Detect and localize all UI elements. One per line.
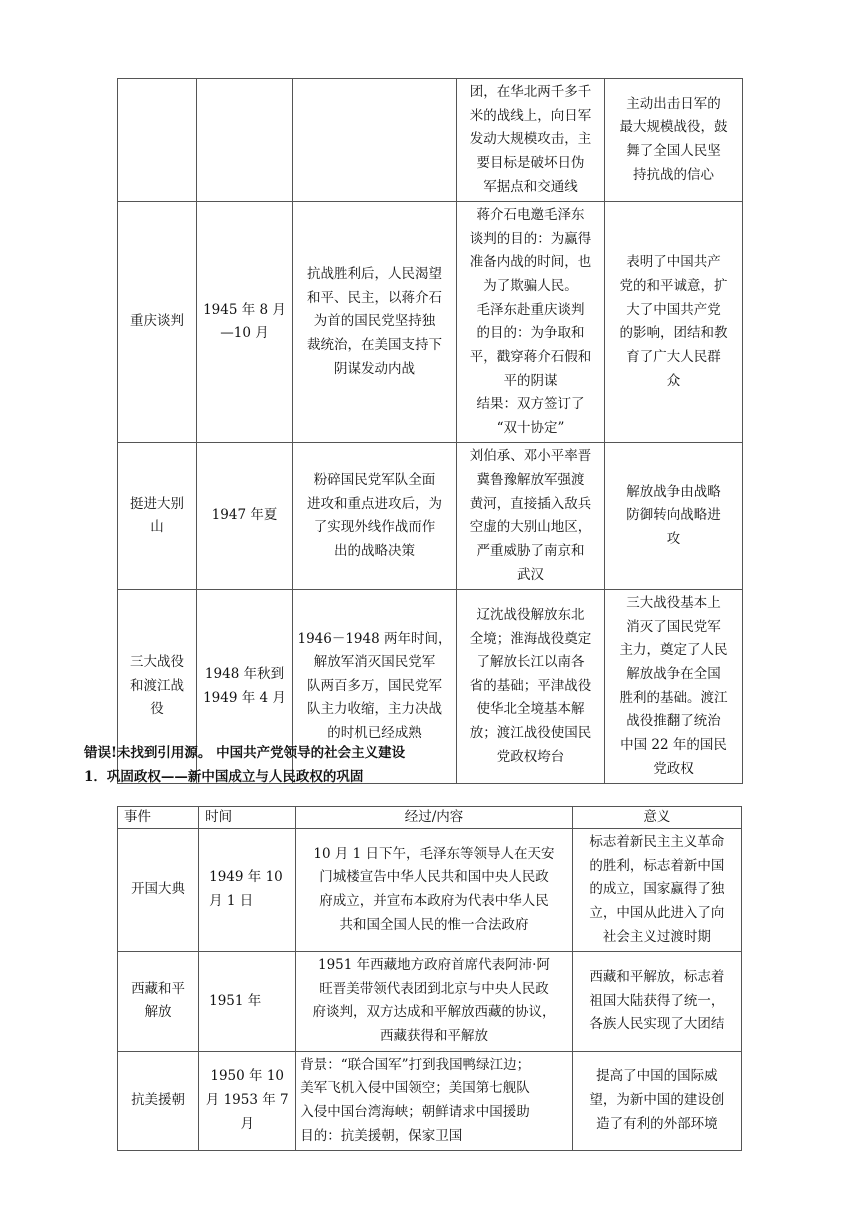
text-line: 解放军消灭国民党军	[313, 654, 436, 671]
cell-background	[293, 202, 457, 443]
cell-process	[457, 79, 605, 202]
cell-event	[118, 443, 197, 590]
text-line: 1949 年 10	[209, 869, 283, 886]
text-line: 辽沈战役解放东北	[476, 606, 585, 623]
text-line: 为了欺骗人民。	[483, 278, 578, 294]
text-line: 攻	[666, 531, 681, 548]
text-line: 武汉	[517, 566, 544, 583]
text-line: 山	[150, 519, 164, 536]
text-line: 空虚的大别山地区，	[469, 519, 592, 536]
text-line: 10 月 1 日下午，毛泽东等领导人在天安	[313, 845, 555, 862]
text-line: 背景：“联合国军”打到我国鸭绿江边；	[300, 1056, 531, 1073]
text-line: 严重威胁了南京和	[476, 542, 585, 559]
text-line: 旺晋美带领代表团到北京与中央人民政	[319, 980, 549, 997]
cell-time	[199, 952, 296, 1052]
text-line: 毛泽东赴重庆谈判	[476, 301, 585, 318]
table-row	[118, 952, 742, 1052]
cell-significance	[605, 443, 743, 590]
cell-event	[118, 1051, 199, 1151]
text-line: 府谈判，双方达成和平解放西藏的协议，	[312, 1004, 556, 1021]
text-line: 三大战役	[130, 654, 184, 671]
text-line: 目的：抗美援朝，保家卫国	[300, 1127, 463, 1144]
text-line: 共和国全国人民的惟一合法政府	[339, 916, 529, 933]
text-line: —10 月	[220, 325, 269, 342]
text-line: 的时机已经成熟	[327, 725, 422, 742]
text-line: 各族人民实现了大团结	[589, 1016, 725, 1033]
cell-time	[199, 829, 296, 952]
text-line: 月 1 日	[209, 893, 254, 910]
text-line: 党政权	[653, 760, 694, 777]
text-line: 刘伯承、邓小平率晋	[469, 448, 592, 465]
table-row	[118, 202, 743, 443]
text-line: 府成立，并宣布本政府为代表中华人民	[319, 893, 549, 910]
cell-background	[293, 79, 457, 202]
cell-significance	[572, 1051, 741, 1151]
text-line: 提高了中国的国际威	[596, 1068, 718, 1085]
text-line: 出的战略决策	[334, 542, 415, 559]
text-line: 主动出击日军的	[626, 95, 721, 112]
cell-significance	[572, 829, 741, 952]
text-line: 要目标是破坏日伪	[476, 154, 585, 171]
table-header-row	[118, 807, 742, 829]
text-line: 造了有利的外部环境	[596, 1115, 718, 1132]
text-line: 粉碎国民党军队全面	[313, 472, 436, 488]
text-line: 米的战线上，向日军	[469, 107, 592, 124]
text-line: 望，为新中国的建设创	[589, 1092, 725, 1109]
cell-process	[457, 443, 605, 590]
text-line: 军据点和交通线	[483, 178, 578, 195]
cell-process	[457, 202, 605, 443]
table-row	[118, 829, 742, 952]
cell-time	[199, 1051, 296, 1151]
text-line: 月 1953 年 7	[205, 1092, 289, 1109]
text-line: 谈判的目的：为赢得	[469, 230, 592, 247]
text-line: 表明了中国共产	[626, 254, 721, 271]
text-line: 1949 年 4 月	[203, 689, 286, 706]
text-line: 防御转向战略进	[626, 507, 721, 524]
text-line: 舞了全国人民坚	[626, 143, 721, 160]
text-line: 为首的国民党坚持独	[313, 313, 436, 330]
text-line: 门城楼宣告中华人民共和国中央人民政	[319, 869, 549, 886]
text-line: 1947 年夏	[211, 507, 278, 524]
cell-time	[197, 79, 293, 202]
text-line: 重庆谈判	[130, 313, 184, 330]
text-line: 和平、民主，以蒋介石	[307, 289, 442, 306]
text-line: 抗战胜利后，人民渴望	[307, 266, 442, 283]
text-line: 三大战役基本上	[626, 595, 721, 612]
text-line: 月	[240, 1115, 254, 1132]
text-line: 入侵中国台湾海峡；朝鲜请求中国援助	[300, 1103, 530, 1120]
text-line: 祖国大陆获得了统一，	[589, 992, 725, 1009]
text-line: 的胜利，标志着新中国	[589, 857, 725, 874]
cell-process	[457, 590, 605, 784]
text-line: 立，中国从此进入了向	[589, 904, 725, 921]
table-row	[118, 443, 743, 590]
text-line: 胜利的基础。渡江	[619, 689, 728, 706]
text-line: 1945 年 8 月	[203, 301, 286, 318]
cell-background	[293, 443, 457, 590]
subsection-heading: 1．巩固政权——新中国成立与人民政权的巩固	[84, 769, 364, 785]
cell-content	[296, 1051, 572, 1151]
header-content: 经过/内容	[296, 807, 572, 829]
cell-event	[118, 202, 197, 443]
text-line: 解放战争由战略	[626, 483, 721, 500]
text-line: 平的阴谋	[503, 372, 558, 389]
text-line: 裁统治，在美国支持下	[307, 337, 442, 354]
text-line: 大了中国共产党	[626, 301, 721, 318]
text-line: 准备内战的时间，也	[469, 254, 592, 271]
text-line: 党的和平诚意，扩	[619, 278, 728, 294]
text-line: 役	[150, 701, 164, 718]
cell-event	[118, 829, 199, 952]
text-line: 的影响，团结和教	[619, 325, 728, 342]
text-line: 挺进大别	[130, 495, 184, 512]
cell-time	[197, 443, 293, 590]
cell-significance	[572, 952, 741, 1052]
text-line: 标志着新民主主义革命	[589, 834, 725, 850]
text-line: 西藏和平	[131, 980, 186, 997]
text-line: “双十协定”	[496, 419, 565, 436]
text-line: 队两百多万，国民党军	[307, 677, 442, 694]
text-line: 1950 年 10	[210, 1068, 284, 1085]
table-consolidation	[117, 806, 742, 1151]
cell-time	[197, 202, 293, 443]
table-row	[118, 1051, 742, 1151]
cell-content	[296, 829, 572, 952]
text-line: 发动大规模攻击，主	[469, 131, 592, 148]
text-line: 主力，奠定了人民	[619, 642, 728, 659]
text-line: 党政权垮台	[496, 748, 565, 765]
cell-event	[118, 79, 197, 202]
text-line: 全境；淮海战役奠定	[469, 630, 592, 647]
text-line: 抗美援朝	[131, 1092, 186, 1109]
text-line: 平，戳穿蒋介石假和	[469, 348, 592, 365]
text-line: 1951 年	[209, 992, 262, 1009]
text-line: 黄河，直接插入敌兵	[469, 495, 592, 512]
text-line: 1946－1948 两年时间，	[297, 630, 452, 647]
text-line: 了解放长江以南各	[476, 654, 585, 671]
text-line: 冀鲁豫解放军强渡	[476, 472, 585, 488]
text-line: 团，在华北两千多千	[469, 84, 592, 100]
table-row	[118, 79, 743, 202]
text-line: 的成立，国家赢得了独	[589, 881, 725, 898]
text-line: 最大规模战役，鼓	[619, 119, 728, 136]
text-line: 持抗战的信心	[633, 166, 714, 183]
text-line: 放；渡江战役使国民	[469, 725, 592, 742]
table-liberation-war	[117, 78, 743, 784]
text-line: 消灭了国民党军	[626, 618, 721, 635]
header-time: 时间	[199, 807, 296, 829]
text-line: 使华北全境基本解	[476, 701, 585, 718]
header-event: 事件	[118, 807, 199, 829]
text-line: 结果：双方签订了	[476, 396, 585, 413]
cell-significance	[605, 590, 743, 784]
text-line: 蒋介石电邀毛泽东	[476, 207, 585, 224]
text-line: 解放	[144, 1004, 172, 1021]
text-line: 中国 22 年的国民	[620, 736, 727, 753]
text-line: 队主力收缩，主力决战	[307, 701, 442, 718]
text-line: 社会主义过渡时期	[602, 928, 711, 945]
text-line: 省的基础；平津战役	[469, 677, 592, 694]
cell-significance	[605, 79, 743, 202]
text-line: 开国大典	[131, 881, 186, 898]
text-line: 了实现外线作战而作	[313, 519, 436, 536]
cell-significance	[605, 202, 743, 443]
cell-content	[296, 952, 572, 1052]
text-line: 的目的：为争取和	[476, 325, 585, 342]
text-line: 进攻和重点进攻后，为	[307, 495, 442, 512]
text-line: 1948 年秋到	[204, 666, 285, 682]
text-line: 阴谋发动内战	[334, 360, 415, 377]
text-line: 解放战争在全国	[626, 666, 721, 682]
text-line: 育了广大人民群	[626, 348, 721, 365]
text-line: 1951 年西藏地方政府首席代表阿沛·阿	[318, 957, 550, 974]
text-line: 美军飞机入侵中国领空；美国第七舰队	[300, 1080, 530, 1097]
cell-event	[118, 952, 199, 1052]
header-significance: 意义	[572, 807, 741, 829]
section-heading: 错误!未找到引用源。 中国共产党领导的社会主义建设	[84, 745, 406, 761]
text-line: 战役推翻了统治	[626, 713, 721, 730]
text-line: 众	[666, 372, 681, 389]
text-line: 西藏和平解放，标志着	[589, 968, 725, 985]
text-line: 和渡江战	[130, 677, 184, 694]
text-line: 西藏获得和平解放	[379, 1028, 488, 1044]
